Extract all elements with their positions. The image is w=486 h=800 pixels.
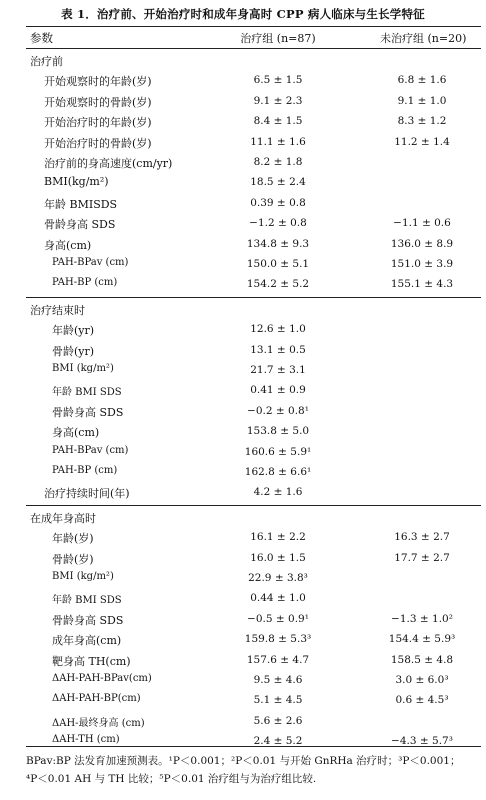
untreated-value: 154.4 ± 5.9³ [388, 633, 456, 646]
untreated-value: 9.1 ± 1.0 [397, 94, 447, 107]
treated-value: 8.2 ± 1.8 [253, 156, 303, 168]
treated-value: 18.5 ± 2.4 [250, 176, 306, 189]
treated-value: 154.2 ± 5.2 [246, 278, 310, 291]
treated-value: 0.44 ± 1.0 [250, 592, 306, 605]
table-row [0, 172, 486, 192]
treated-value: 150.0 ± 5.1 [246, 258, 310, 270]
table-row [0, 711, 486, 731]
treated-value: 22.9 ± 3.8³ [248, 572, 308, 584]
section-heading: 治疗前 [30, 55, 63, 68]
table-row [0, 401, 486, 421]
row-label: 治疗持续时间(年) [44, 487, 130, 501]
treated-value: 4.2 ± 1.6 [253, 486, 303, 499]
untreated-value: 151.0 ± 3.9 [390, 258, 454, 270]
section-heading-row [0, 50, 486, 70]
table-row [0, 462, 486, 482]
treated-value: −0.2 ± 0.8¹ [247, 404, 309, 417]
section-heading-row [0, 299, 486, 319]
table-row [0, 380, 486, 400]
table-row [0, 731, 486, 751]
section-heading: 在成年身高时 [30, 511, 96, 525]
row-label: BMI(kg/m²) [44, 175, 109, 189]
untreated-value: 3.0 ± 6.0³ [395, 674, 449, 686]
table-row [0, 91, 486, 111]
untreated-value: 8.3 ± 1.2 [397, 115, 447, 128]
treated-value: 9.1 ± 2.3 [253, 94, 303, 107]
treated-value: 5.1 ± 4.5 [253, 694, 303, 707]
treated-value: 8.4 ± 1.5 [253, 115, 303, 128]
untreated-value: 6.8 ± 1.6 [397, 74, 447, 87]
row-label: 骨龄身高 SDS [52, 613, 124, 627]
table-row [0, 70, 486, 90]
table-row [0, 421, 486, 441]
row-label: BMI (kg/m²) [52, 363, 114, 374]
row-label: 身高(cm) [44, 238, 92, 252]
row-label: ΔAH-PAH-BP(cm) [52, 693, 141, 705]
untreated-value: 11.2 ± 1.4 [394, 135, 450, 148]
row-label: 骨龄身高 SDS [52, 405, 124, 419]
treated-value: 11.1 ± 1.6 [250, 135, 306, 148]
treated-value: 2.4 ± 5.2 [253, 735, 303, 748]
table-row [0, 340, 486, 360]
header-param: 参数 [30, 31, 53, 45]
treated-value: −1.2 ± 0.8 [249, 217, 307, 230]
table-row [0, 360, 486, 380]
treated-value: 134.8 ± 9.3 [246, 237, 310, 250]
treated-value: 0.39 ± 0.8 [250, 196, 306, 209]
treated-value: 9.5 ± 4.6 [253, 674, 303, 686]
untreated-value: 158.5 ± 4.8 [390, 653, 454, 666]
table-row [0, 650, 486, 670]
section-rule [26, 505, 481, 506]
footnote-line-2: ⁴P＜0.01 AH 与 TH 比较；⁵P＜0.01 治疗组与为治疗组比较. [26, 773, 317, 785]
table-row [0, 670, 486, 690]
table-row [0, 442, 486, 462]
header-treated: 治疗组 (n=87) [240, 32, 316, 45]
treated-value: 0.41 ± 0.9 [250, 384, 306, 397]
untreated-value: −4.3 ± 5.7³ [391, 735, 453, 748]
row-label: 年龄(yr) [52, 324, 95, 338]
treated-value: 162.8 ± 6.6¹ [244, 466, 312, 478]
row-label: 年龄 BMI SDS [52, 595, 122, 607]
row-label: 年龄 BMISDS [44, 197, 118, 211]
row-label: BMI (kg/m²) [52, 571, 114, 582]
table-row [0, 482, 486, 502]
table-row [0, 319, 486, 339]
row-label: PAH-BPav (cm) [52, 444, 129, 456]
table-row [0, 111, 486, 131]
table-row [0, 690, 486, 710]
row-label: 治疗前的身高速度(cm/yr) [44, 157, 173, 170]
treated-value: 12.6 ± 1.0 [250, 323, 306, 336]
treated-value: 160.6 ± 5.9¹ [244, 445, 312, 458]
table-row [0, 234, 486, 254]
row-label: 开始观察时的年龄(岁) [44, 75, 152, 89]
footnote-line-1: BPav:BP 法发育加速预测表。¹P＜0.001；²P＜0.01 与开始 GnRHa 治疗时；³P＜0.001； [26, 755, 461, 767]
row-label: 开始治疗时的骨龄(岁) [44, 136, 152, 150]
row-label: 骨龄(yr) [52, 344, 95, 358]
rule-header [26, 48, 481, 49]
table-row [0, 609, 486, 629]
section-heading: 治疗结束时 [30, 303, 85, 317]
table-row [0, 254, 486, 274]
table-row [0, 152, 486, 172]
row-label: 开始观察时的骨龄(岁) [44, 95, 152, 109]
treated-value: 13.1 ± 0.5 [250, 343, 306, 356]
table-row [0, 274, 486, 294]
treated-value: 159.8 ± 5.3³ [244, 633, 312, 646]
table-row [0, 193, 486, 213]
section-heading-row [0, 507, 486, 527]
untreated-value: 155.1 ± 4.3 [390, 278, 454, 291]
row-label: PAH-BP (cm) [52, 465, 118, 476]
table-row [0, 629, 486, 649]
row-label: 靶身高 TH(cm) [52, 654, 131, 668]
row-label: 年龄 BMI SDS [52, 387, 122, 399]
rule-bottom [26, 746, 481, 747]
untreated-value: 0.6 ± 4.5³ [395, 694, 449, 707]
treated-value: 16.0 ± 1.5 [250, 551, 306, 564]
row-label: 年龄(岁) [52, 532, 94, 546]
row-label: 骨龄身高 SDS [44, 218, 116, 232]
untreated-value: 136.0 ± 8.9 [390, 237, 454, 250]
untreated-value: −1.1 ± 0.6 [393, 217, 451, 230]
section-rule [26, 297, 481, 298]
treated-value: 6.5 ± 1.5 [253, 74, 303, 87]
row-label: ΔAH-最终身高 (cm) [52, 717, 145, 729]
row-label: 骨龄(岁) [52, 552, 94, 566]
treated-value: −0.5 ± 0.9¹ [247, 612, 309, 625]
row-label: 身高(cm) [52, 426, 100, 440]
table-row [0, 568, 486, 588]
footnote [26, 752, 482, 788]
table-row [0, 132, 486, 152]
treated-value: 153.8 ± 5.0 [246, 425, 310, 438]
row-label: ΔAH-TH (cm) [52, 734, 120, 746]
table-row [0, 588, 486, 608]
untreated-value: 17.7 ± 2.7 [394, 551, 450, 564]
treated-value: 16.1 ± 2.2 [250, 531, 306, 544]
row-label: ΔAH-PAH-BPav(cm) [52, 673, 152, 684]
treated-value: 5.6 ± 2.6 [253, 714, 303, 727]
untreated-value: −1.3 ± 1.0² [391, 612, 453, 625]
treated-value: 21.7 ± 3.1 [250, 364, 306, 376]
table-row [0, 548, 486, 568]
treated-value: 157.6 ± 4.7 [246, 653, 310, 666]
table-header-row [0, 27, 486, 47]
row-label: PAH-BP (cm) [52, 277, 118, 289]
table-title: 表 1．治疗前、开始治疗时和成年身高时 CPP 病人临床与生长学特征 [61, 7, 425, 21]
header-untreated: 未治疗组 (n=20) [380, 32, 467, 45]
table-row [0, 213, 486, 233]
row-label: 开始治疗时的年龄(岁) [44, 116, 152, 130]
row-label: 成年身高(cm) [52, 634, 122, 648]
row-label: PAH-BPav (cm) [52, 257, 129, 268]
untreated-value: 16.3 ± 2.7 [394, 531, 450, 544]
table-row [0, 527, 486, 547]
